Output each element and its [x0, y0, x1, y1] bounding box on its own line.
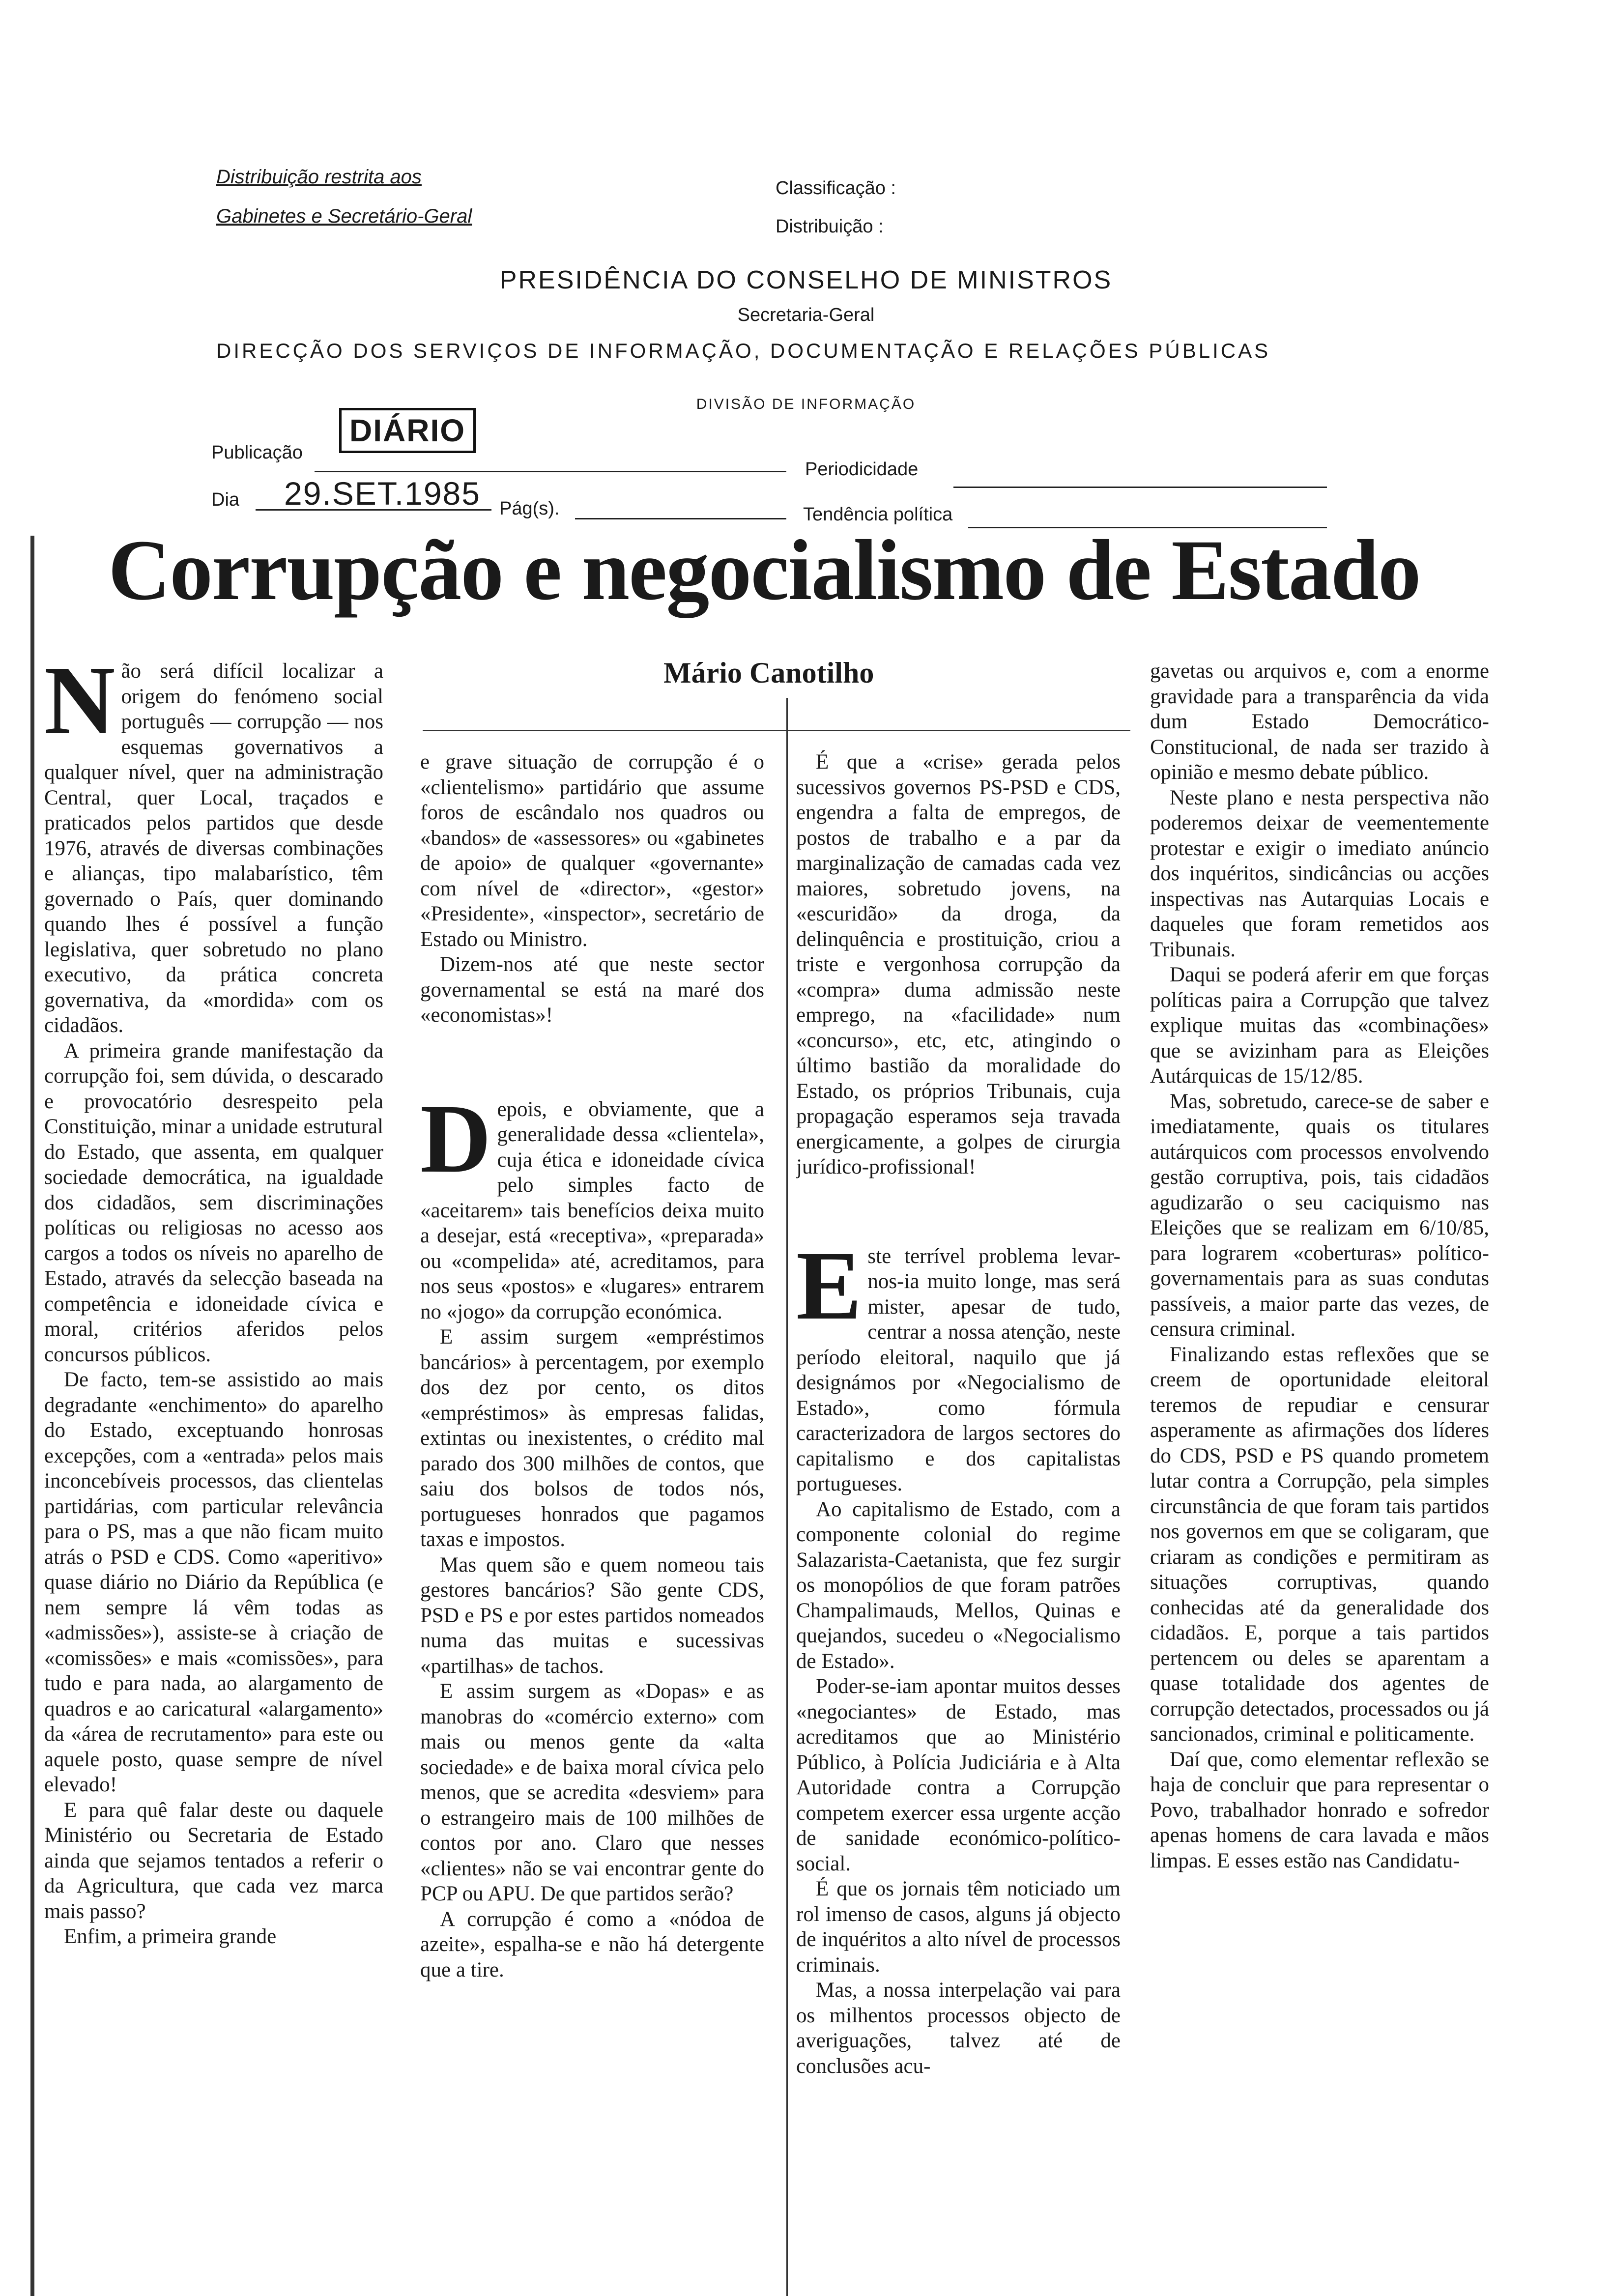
drop-cap: E	[796, 1231, 862, 1340]
paragraph: Dizem-nos até que neste sector governamental se está na maré dos «economistas»!	[420, 953, 764, 1027]
paragraph: É que a «crise» gerada pelos sucessivos governos PS-PSD e CDS, engendra a falta de empregos, de postos de trabalho e a par da marginalização de camadas cada vez maiores, sobretudo jovens, na «escuridão» da droga, da delinquência e prostituição, criou a triste e vergonhosa corrupção da «compra» duma admissão neste emprego, na «facilidade» num «concurso», etc, etc, atingindo o último bastião da moralidade do Estado, os próprios Tribunais, cuja propagação esperamos seja travada energicamente, a golpes de cirurgia jurídico-profissional!	[796, 750, 1121, 1178]
publicacao-label: Publicação	[211, 442, 303, 463]
paragraph: Mas quem são e quem nomeou tais gestores bancários? São gente CDS, PSD e PS e por estes partidos nomeados numa das muitas e sucessivas «partilhas» de tachos.	[420, 1553, 764, 1678]
dia-value: 29.SET.1985	[284, 475, 481, 512]
column-3	[796, 749, 1121, 2296]
column-1	[44, 659, 383, 2296]
column-2	[420, 749, 764, 2296]
paragraph: E assim surgem «empréstimos bancários» à percentagem, por exemplo dos dez por cento, os ditos «empréstimos» às empresas falidas, extintas ou inexistentes, o crédito mal parado dos 300 milhões de contos, que saiu dos bolsos de todos nós, portugueses honrados que pagamos taxas e impostos.	[420, 1325, 764, 1551]
article-byline: Mário Canotilho	[663, 657, 874, 689]
paragraph: Ao capitalismo de Estado, com a componente colonial do regime Salazarista-Caetanista, que fez surgir os monopólios de que foram patrões Champalimauds, Mellos, Quinas e quejandos, sucedeu o «Negocialismo de Estado».	[796, 1497, 1121, 1673]
paragraph: Daqui se poderá aferir em que forças políticas paira a Corrupção que talvez explique muitas das «combinações» que se avizinham para as Eleições Autárquicas de 15/12/85.	[1150, 963, 1489, 1088]
paragraph: Depois, e obviamente, que a generalidade dessa «clientela», cuja ética e idoneidade cívica pelo simples facto de «aceitarem» tais benefícios deixa muito a desejar, está «receptiva», «preparada» ou «compelida» até, acreditamos, para nos seus «postos» e «lugares» entrarem no «jogo» da corrupção económica.	[420, 1084, 764, 1323]
directorate-heading: DIRECÇÃO DOS SERVIÇOS DE INFORMAÇÃO, DOCUMENTAÇÃO E RELAÇÕES PÚBLICAS	[216, 339, 1271, 362]
pags-label: Pág(s).	[499, 498, 560, 519]
article-title: Corrupção e negocialismo de Estado	[108, 522, 1420, 618]
column-4	[1150, 659, 1489, 2296]
periodicidade-label: Periodicidade	[805, 459, 919, 480]
drop-cap: D	[420, 1084, 491, 1193]
paragraph: gavetas ou arquivos e, com a enorme gravidade para a transparência da vida dum Estado Democrático-Constitucional, de nada ser trazido à opinião e mesmo debate público.	[1150, 660, 1489, 784]
paragraph: A corrupção é como a «nódoa de azeite», espalha-se e não há detergente que a tire.	[420, 1907, 764, 1981]
paragraph: Não será difícil localizar a origem do fenómeno social português — corrupção — nos esquemas governativos a qualquer nível, quer na administração Central, quer Local, traçados e praticados pelos partidos que desde 1976, através de diversas combinações e alianças, tipo malabarístico, têm governado o País, quer dominando quando lhes é possível a função legislativa, quer sobretudo no plano executivo, da prática concreta governativa, da «mordida» com os cidadãos.	[44, 659, 383, 1037]
paragraph: Daí que, como elementar reflexão se haja de concluir que para representar o Povo, trabalhador honrado e sofredor apenas homens de cara lavada e mãos limpas. E esses estão nas Candidatu-	[1150, 1748, 1489, 1872]
secretaria-heading: Secretaria-Geral	[737, 305, 875, 325]
paragraph: Enfim, a primeira grande	[64, 1925, 277, 1948]
division-heading: DIVISÃO DE INFORMAÇÃO	[696, 396, 916, 412]
tendencia-label: Tendência política	[803, 504, 953, 525]
paragraph: É que os jornais têm noticiado um rol imenso de casos, alguns já objecto de inquéritos a alto nível de processos criminais.	[796, 1877, 1121, 1977]
paragraph: Este terrível problema levar-nos-ia muito longe, mas será mister, apesar de tudo, centrar a nossa atenção, neste período eleitoral, naquilo que já designámos por «Negocialismo de Estado», como fórmula caracterizadora de largos sectores do capitalismo e dos capitalistas portugueses.	[796, 1231, 1121, 1495]
paragraph: Mas, a nossa interpelação vai para os milhentos processos objecto de averiguações, talvez até de conclusões acu-	[796, 1979, 1121, 2078]
paragraph: Finalizando estas reflexões que se creem de oportunidade eleitoral teremos de repudiar e censurar asperamente as afirmações dos líderes do CDS, PSD e PS quando prometem lutar contra a Corrupção, pela simples circunstância de que foram tais partidos nos governos em que se coligaram, que criaram as condições e permitiram as situações corruptivas, quando conhecidas até da generalidade dos cidadãos. E, porque a tais partidos pertencem ou deles se aparentam a quase totalidade dos agentes de corrupção detectados, processados ou já sancionados, criminal e politicamente.	[1150, 1343, 1489, 1746]
periodicidade-line	[953, 487, 1327, 488]
paragraph: Mas, sobretudo, carece-se de saber e imediatamente, quais os titulares autárquicos com processos envolvendo gestão corruptiva, pois, tais cidadãos agudizarão o seu caciquismo nas Eleições que se realizam em 6/10/85, para lograrem «coberturas» político-governamentais para as suas condutas passíveis, a maior parte das vezes, de censura criminal.	[1150, 1090, 1489, 1341]
column-rule-3	[786, 698, 788, 2296]
title-rule	[423, 730, 1130, 731]
distribution-line-2: Gabinetes e Secretário-Geral	[216, 205, 472, 227]
publicacao-line	[315, 471, 786, 472]
drop-cap: N	[44, 659, 115, 755]
publication-stamp	[339, 408, 476, 453]
dia-line	[256, 509, 491, 511]
dia-label: Dia	[211, 489, 240, 510]
distribution-line-1: Distribuição restrita aos	[216, 166, 422, 188]
classificacao-label: Classificação :	[776, 178, 896, 199]
paragraph: Poder-se-iam apontar muitos desses «negociantes» de Estado, mas acreditamos que ao Ministério Público, à Polícia Judiciária e à Alta Autoridade contra a Corrupção competem exercer essa urgente acção de sanidade económico-político-social.	[796, 1675, 1121, 1875]
paragraph: E para quê falar deste ou daquele Ministério ou Secretaria de Estado ainda que sejamos tentados a referir o da Agricultura, que cada vez marca mais passo?	[44, 1798, 383, 1923]
ministry-heading: PRESIDÊNCIA DO CONSELHO DE MINISTROS	[499, 266, 1113, 294]
paragraph: A primeira grande manifestação da corrupção foi, sem dúvida, o descarado e provocatório desrespeito pela Constituição, minar a unidade estrutural do Estado, que assenta, em qualquer sociedade democrática, na igualdade dos cidadãos, sem discriminações políticas ou religiosas no acesso aos cargos a todos os níveis no aparelho de Estado, através da selecção baseada na competência e idoneidade cívica e moral, critérios aferidos pelos concursos públicos.	[44, 1039, 383, 1366]
distribuicao-label: Distribuição :	[776, 216, 884, 237]
pags-line	[575, 518, 786, 519]
paragraph: Neste plano e nesta perspectiva não poderemos deixar de veementemente protestar e exigir o imediato anúncio dos inquéritos, sindicâncias ou acções inspectivas nas Autarquias Locais e daqueles que foram remetidos aos Tribunais.	[1150, 786, 1489, 961]
paragraph: E assim surgem as «Dopas» e as manobras do «comércio externo» com mais ou menos gente da «alta sociedade» e de baixa moral cívica pelo menos, que se acredita «desviem» para o estrangeiro mais de 100 milhões de contos por ano. Claro que nesses «clientes» não se vai encontrar gente do PCP ou APU. De que partidos serão?	[420, 1680, 764, 1905]
paragraph: e grave situação de corrupção é o «clientelismo» partidário que assume foros de escândalo nos quadros ou «bandos» de «assessores» ou «gabinetes de apoio» de qualquer «governante» com nível de «director», «gestor» «Presidente», «inspector», secretário de Estado ou Ministro.	[420, 750, 764, 951]
publication-value: DIÁRIO	[349, 413, 465, 448]
paragraph: De facto, tem-se assistido ao mais degradante «enchimento» do aparelho do Estado, exceptuando honrosas excepções, com a «entrada» pelos mais inconcebíveis processos, das clientelas partidárias, com particular relevância para o PS, mas a que não ficam muito atrás o PSD e CDS. Como «aperitivo» quase diário no Diário da República (e nem sempre lá vêm todas as «admissões»), assiste-se à criação de «comissões» e mais «comissões», para tudo e para nada, ao alargamento de quadros e ao caricatural «alargamento» da «área de recrutamento» para este ou aquele posto, quase sempre de nível elevado!	[44, 1368, 383, 1796]
left-edge-rule	[30, 536, 34, 2296]
